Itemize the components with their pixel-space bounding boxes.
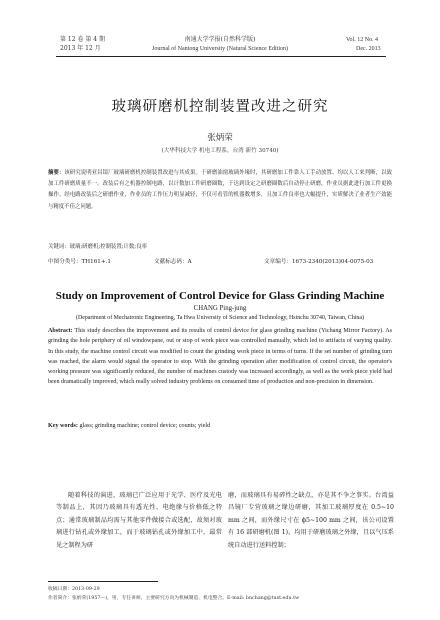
body-column-right: 磨，而玻璃具有易碎性之缺点，亦是其不争之事实。台湾益昌镜厂专营玻璃之缘边研磨，其加工玻璃厚度在 0.5~10 mm 之间，而外缘尺寸在 ϕ5~100 mm 之间，该公司设置有 16 部研磨机(图 1)，均用于研磨玻璃之外缘，且以气压系统自动进行送料控制； xyxy=(228,492,394,549)
footnote-rule xyxy=(48,581,158,582)
body-column-left: 随着科技的演进，玻璃已广泛应用于光学、医疗及光电等制品上，其因乃玻璃具有透光性、电绝缘与价格低之特点；通常玻璃制品均需与其他零件做接合或选配，故须对玻璃进行钻孔或外缘加工，而于玻璃钻孔或外缘加工中，最常见之制程为研 xyxy=(56,492,222,549)
affiliation-cn: (大华科技大学 机电工程系，台湾 新竹 30740) xyxy=(161,148,279,154)
abstract-en-label: Abstract: xyxy=(48,328,73,334)
header-volume: Vol. 12 No. 4 xyxy=(346,37,379,43)
affiliation-en: (Department of Mechatronic Engineering, Ta Hwa University of Science and Technology, Hsinchu 30740, Taiwan, China) xyxy=(76,315,364,321)
footnote-received: 收稿日期：2013-09-29 xyxy=(48,587,100,592)
header-date-en: Dec. 2013 xyxy=(356,46,381,52)
keywords-cn: 关键词：玻璃;研磨机;控制装置;计数;良率 xyxy=(48,244,147,250)
abstract-en xyxy=(48,326,392,388)
keywords-en xyxy=(48,423,392,429)
keywords-en-label: Key words: xyxy=(48,423,78,429)
author-cn: 张炳荣 xyxy=(207,133,233,143)
footnote-author-bio: 作者简介：张炳荣(1957—)，男，专任讲师，主要研究方向为机械制造、机电整合。E-mail: bnchang@tust.edu.tw xyxy=(48,596,300,601)
author-en: CHANG Ping-jung xyxy=(193,305,247,312)
article-number: 文章编号：1673-2340(2013)04-0075-03 xyxy=(264,259,374,265)
abstract-en-text: This study describes the improvement and its results of control device for glass grinding machine (Yichang Mirror Factory). As grinding the hole periphery of oil windowpane, out or stop of work piece was controlled manually, which led to artifacts of varying quality. In this study, the machine control circuit was modified to count the grinding work piece in terms of turns. If the set number of grinding turn was reached, the alarm would signal the operator to stop. With the grinding operation after modification of control circuit, the operator's working pressure was significantly reduced, the number of machines custody was increased accordingly, as well as the work piece yield had been dramatically improved, which really solved industry problems on consumed time of production and non-precision in dimension. xyxy=(48,328,393,386)
header-issue-cn: 第 12 卷 第 4 期 xyxy=(60,36,105,43)
paper-title-cn: 玻璃研磨机控制装置改进之研究 xyxy=(111,99,329,115)
header-date-cn: 2013 年 12 月 xyxy=(60,45,101,52)
abstract-cn-text: 该研究说明亚昌镜厂玻璃研磨机控制装置改进与其成果。于研磨油窗玻璃外缘时，其研磨加工件靠人工手动放置、均以人工来判断，以致加工件研磨质量不一。改装后有之机器控制电路，以计数加工件研磨圈数，于达到设定之研磨圈数后自动停止研磨，作业员据此进行加工件更换操作。经电路改装后之研磨作业，作业员的工作压力明显减轻，不仅可看管的机器数增多，且加工件良率也大幅提升，实质解决了业者生产效能与精度不佳之问题。 xyxy=(48,170,392,210)
header-journal-en: Journal of Nantong University (Natural Science Edition) xyxy=(152,46,288,52)
header-journal-cn: 南通大学学报(自然科学版) xyxy=(184,36,256,43)
keywords-en-text: glass; grinding machine; control device; counts; yield xyxy=(79,423,211,429)
abstract-cn-label: 摘要： xyxy=(48,170,65,176)
abstract-cn xyxy=(48,168,392,213)
header-rule xyxy=(56,56,386,57)
document-code: 文献标志码：A xyxy=(154,259,192,265)
clc-number: 中图分类号：TH161+.1 xyxy=(48,259,111,265)
paper-title-en: Study on Improvement of Control Device for Glass Grinding Machine xyxy=(55,290,385,302)
